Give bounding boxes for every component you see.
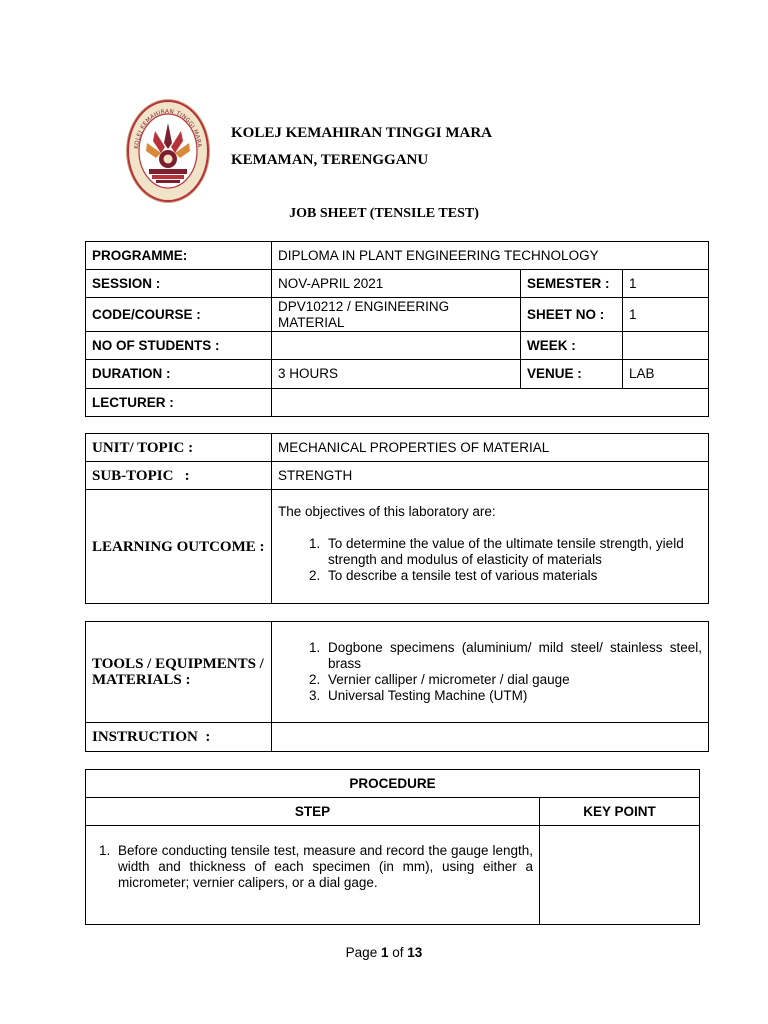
page-word: Page: [345, 945, 378, 960]
code-value: [272, 298, 521, 332]
outcome-intro: The objectives of this laboratory are:: [278, 503, 496, 519]
logo-text: KOLEJ KEMAHIRAN TINGGI MARA: [134, 108, 202, 150]
lecturer-value: [272, 389, 709, 417]
tools-label-line-2: MATERIALS :: [92, 672, 191, 688]
of-word: of: [392, 945, 404, 960]
procedure-table: [85, 769, 700, 925]
college-crest-icon: [125, 97, 211, 205]
students-label: NO OF STUDENTS :: [86, 332, 272, 360]
unit-label: UNIT/ TOPIC :: [86, 434, 272, 462]
sheet-label: SHEET NO :: [521, 298, 623, 332]
tools-table: [85, 621, 709, 752]
tools-cell: [272, 622, 709, 723]
session-row: [86, 270, 709, 298]
institution-location: KEMAMAN, TERENGGANU: [231, 152, 429, 168]
list-item: 1. Before conducting tensile test, measure and record the gauge length, width and thickness of each specimen (in mm), using either a micrometer; vernier calipers, or a dial gage.: [114, 843, 533, 891]
code-label: CODE/COURSE :: [86, 298, 272, 332]
session-label: SESSION :: [86, 270, 272, 298]
key-point-header: KEY POINT: [540, 798, 700, 826]
key-point-cell: [540, 826, 700, 925]
subtopic-row: [86, 462, 709, 490]
code-line-1: DPV10212 / ENGINEERING: [278, 298, 450, 314]
list-item: 2. To describe a tensile test of various materials: [324, 568, 702, 584]
lecturer-row: [86, 389, 709, 417]
outcome-label: LEARNING OUTCOME :: [86, 490, 272, 604]
topic-table: [85, 433, 709, 604]
unit-row: [86, 434, 709, 462]
tools-label: [86, 622, 272, 723]
instruction-label: INSTRUCTION :: [86, 723, 272, 752]
unit-value: MECHANICAL PROPERTIES OF MATERIAL: [272, 434, 709, 462]
step-list: [92, 843, 533, 891]
list-item: 2. Vernier calliper / micrometer / dial gauge: [324, 672, 702, 688]
tools-list: [278, 640, 702, 704]
procedure-title-row: [86, 770, 700, 798]
venue-label: VENUE :: [521, 360, 623, 389]
list-item: 3. Universal Testing Machine (UTM): [324, 688, 702, 704]
programme-row: [86, 242, 709, 270]
lecturer-label: LECTURER :: [86, 389, 272, 417]
page-current: 1: [380, 945, 389, 960]
institution-name: KOLEJ KEMAHIRAN TINGGI MARA: [231, 125, 492, 141]
duration-row: [86, 360, 709, 389]
programme-label: PROGRAMME:: [86, 242, 272, 270]
venue-value: LAB: [623, 360, 709, 389]
students-value: [272, 332, 521, 360]
instruction-row: [86, 723, 709, 752]
list-item: 1. Dogbone specimens (aluminium/ mild steel/ stainless steel, brass: [324, 640, 702, 672]
procedure-title: PROCEDURE: [86, 770, 700, 798]
tools-row: [86, 622, 709, 723]
duration-label: DURATION :: [86, 360, 272, 389]
job-sheet-title: JOB SHEET (TENSILE TEST): [289, 206, 479, 221]
instruction-value: [272, 723, 709, 752]
table-row: [86, 826, 700, 925]
outcome-cell: [272, 490, 709, 604]
outcome-list: [278, 536, 702, 584]
programme-value: DIPLOMA IN PLANT ENGINEERING TECHNOLOGY: [272, 242, 709, 270]
semester-value: 1: [623, 270, 709, 298]
college-logo: [125, 97, 211, 205]
page-number-footer: [0, 945, 768, 960]
semester-label: SEMESTER :: [521, 270, 623, 298]
procedure-header-row: [86, 798, 700, 826]
code-line-2: MATERIAL: [278, 314, 345, 330]
code-row: [86, 298, 709, 332]
sheet-value: 1: [623, 298, 709, 332]
list-item: 1. To determine the value of the ultimate tensile strength, yield strength and modulus of elasticity of materials: [324, 536, 702, 568]
duration-value: 3 HOURS: [272, 360, 521, 389]
outcome-row: [86, 490, 709, 604]
subtopic-label: SUB-TOPIC :: [86, 462, 272, 490]
students-row: [86, 332, 709, 360]
week-label: WEEK :: [521, 332, 623, 360]
week-value: [623, 332, 709, 360]
page-total: 13: [407, 945, 423, 960]
session-value: NOV-APRIL 2021: [272, 270, 521, 298]
step-cell: [86, 826, 540, 925]
subtopic-value: STRENGTH: [272, 462, 709, 490]
course-info-table: [85, 241, 709, 417]
step-header: STEP: [86, 798, 540, 826]
tools-label-line-1: TOOLS / EQUIPMENTS /: [92, 656, 264, 672]
